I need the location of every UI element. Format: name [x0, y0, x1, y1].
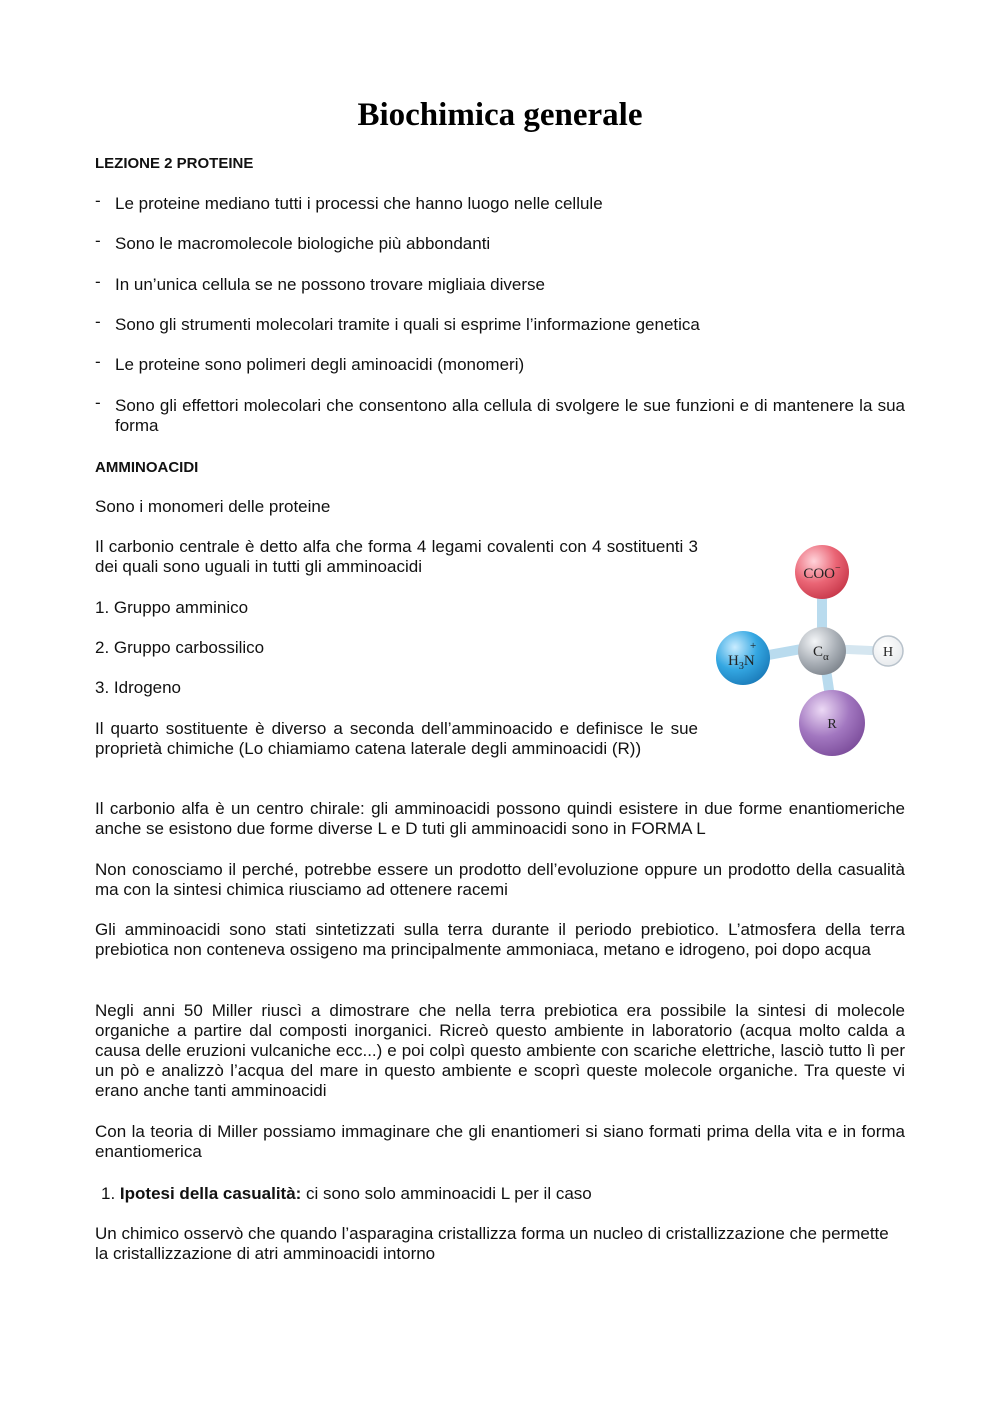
bullet-dash: -	[95, 352, 101, 371]
paragraph-monomeri: Sono i monomeri delle proteine	[95, 497, 331, 516]
amino-label: $H_3N$	[728, 653, 755, 672]
bullet-item	[95, 352, 905, 375]
document-title: Biochimica generale	[357, 97, 643, 133]
section-heading-proteine: LEZIONE 2 PROTEINE	[95, 155, 254, 172]
list-item: 2. Gruppo carbossilico	[95, 638, 265, 657]
paragraph-prebiotico: Gli amminoacidi sono stati sintetizzati sulla terra durante il periodo prebiotico. L’atmosfera della terra prebiotica non conteneva ossigeno ma principalmente ammoniaca, metano e idrogeno, poi dopo acqua	[95, 920, 905, 959]
paragraph-quarto-sostituente: Il quarto sostituente è diverso a seconda dell’amminoacido e definisce le sue proprietà chimiche (Lo chiamiamo catena laterale degli amminoacidi (R))	[95, 719, 698, 758]
bullet-dash: -	[95, 231, 101, 250]
bullet-text: Sono gli effettori molecolari che consentono alla cellula di svolgere le sue funzioni e di mantenere la sua forma	[115, 396, 905, 435]
ipotesi-casualita	[101, 1184, 592, 1204]
bullet-text: Sono le macromolecole biologiche più abbondanti	[115, 234, 491, 253]
bullet-item	[95, 231, 905, 254]
hydrogen-label: H	[882, 645, 894, 660]
bullet-dash: -	[95, 312, 101, 331]
paragraph-centro-chirale: Il carbonio alfa è un centro chirale: gli amminoacidi possono quindi esistere in due forme enantiomeriche anche se esistono due forme diverse L e D tuti gli amminoacidi sono in FORMA L	[95, 799, 905, 838]
ipotesi-number: 1.	[101, 1184, 116, 1203]
bullet-text: Le proteine sono polimeri degli aminoacidi (monomeri)	[115, 355, 525, 374]
paragraph-carbonio-centrale: Il carbonio centrale è detto alfa che forma 4 legami covalenti con 4 sostituenti 3 dei quali sono uguali in tutti gli amminoacidi	[95, 537, 698, 576]
paragraph-teoria-miller: Con la teoria di Miller possiamo immaginare che gli enantiomeri si siano formati prima della vita e in forma enantiomerica	[95, 1122, 905, 1161]
paragraph-miller: Negli anni 50 Miller riuscì a dimostrare che nella terra prebiotica era possibile la sintesi di molecole organiche a partire dal composti inorganici. Ricreò questo ambiente in laboratorio (acqua molto calda a causa delle eruzioni vulcaniche ecc...) e poi colpì questo ambiente con scariche elettriche, lasciò tutto lì per un pò e analizzò l’acqua del mare in questo ambiente e scoprì queste molecole organiche. Tra queste vi erano anche tanti amminoacidi	[95, 1001, 905, 1100]
amino-acid-structure-diagram	[712, 538, 912, 763]
bullet-dash: -	[95, 393, 101, 412]
bullet-item	[95, 393, 905, 436]
ipotesi-text: ci sono solo amminoacidi L per il caso	[301, 1184, 592, 1203]
paragraph-asparagina: Un chimico osservò che quando l’asparagina cristallizza forma un nucleo di cristallizzazione che permette la cristallizzazione di atri amminoacidi intorno	[95, 1224, 889, 1263]
amino-charge: +	[750, 640, 757, 652]
bullet-text: In un’unica cellula se ne possono trovare migliaia diverse	[115, 275, 545, 294]
carboxyl-label: COO−	[803, 563, 841, 582]
bullet-item	[95, 312, 905, 335]
alpha-carbon-label: $C_\alpha$	[813, 644, 829, 663]
list-item: 1. Gruppo amminico	[95, 598, 249, 617]
bullet-text: Sono gli strumenti molecolari tramite i quali si esprime l’informazione genetica	[115, 315, 700, 334]
bullet-dash: -	[95, 191, 101, 210]
ipotesi-title: Ipotesi della casualità:	[119, 1184, 302, 1203]
paragraph-perche: Non conosciamo il perché, potrebbe essere un prodotto dell’evoluzione oppure un prodotto della casualità ma con la sintesi chimica riusciamo ad ottenere racemi	[95, 860, 905, 899]
bullet-text: Le proteine mediano tutti i processi che hanno luogo nelle cellule	[115, 194, 603, 213]
bullet-item	[95, 272, 905, 295]
section-heading-amminoacidi: AMMINOACIDI	[95, 459, 199, 476]
side-chain-label: R	[827, 717, 837, 732]
bullet-item	[95, 191, 905, 214]
bullet-dash: -	[95, 272, 101, 291]
list-item: 3. Idrogeno	[95, 678, 182, 697]
